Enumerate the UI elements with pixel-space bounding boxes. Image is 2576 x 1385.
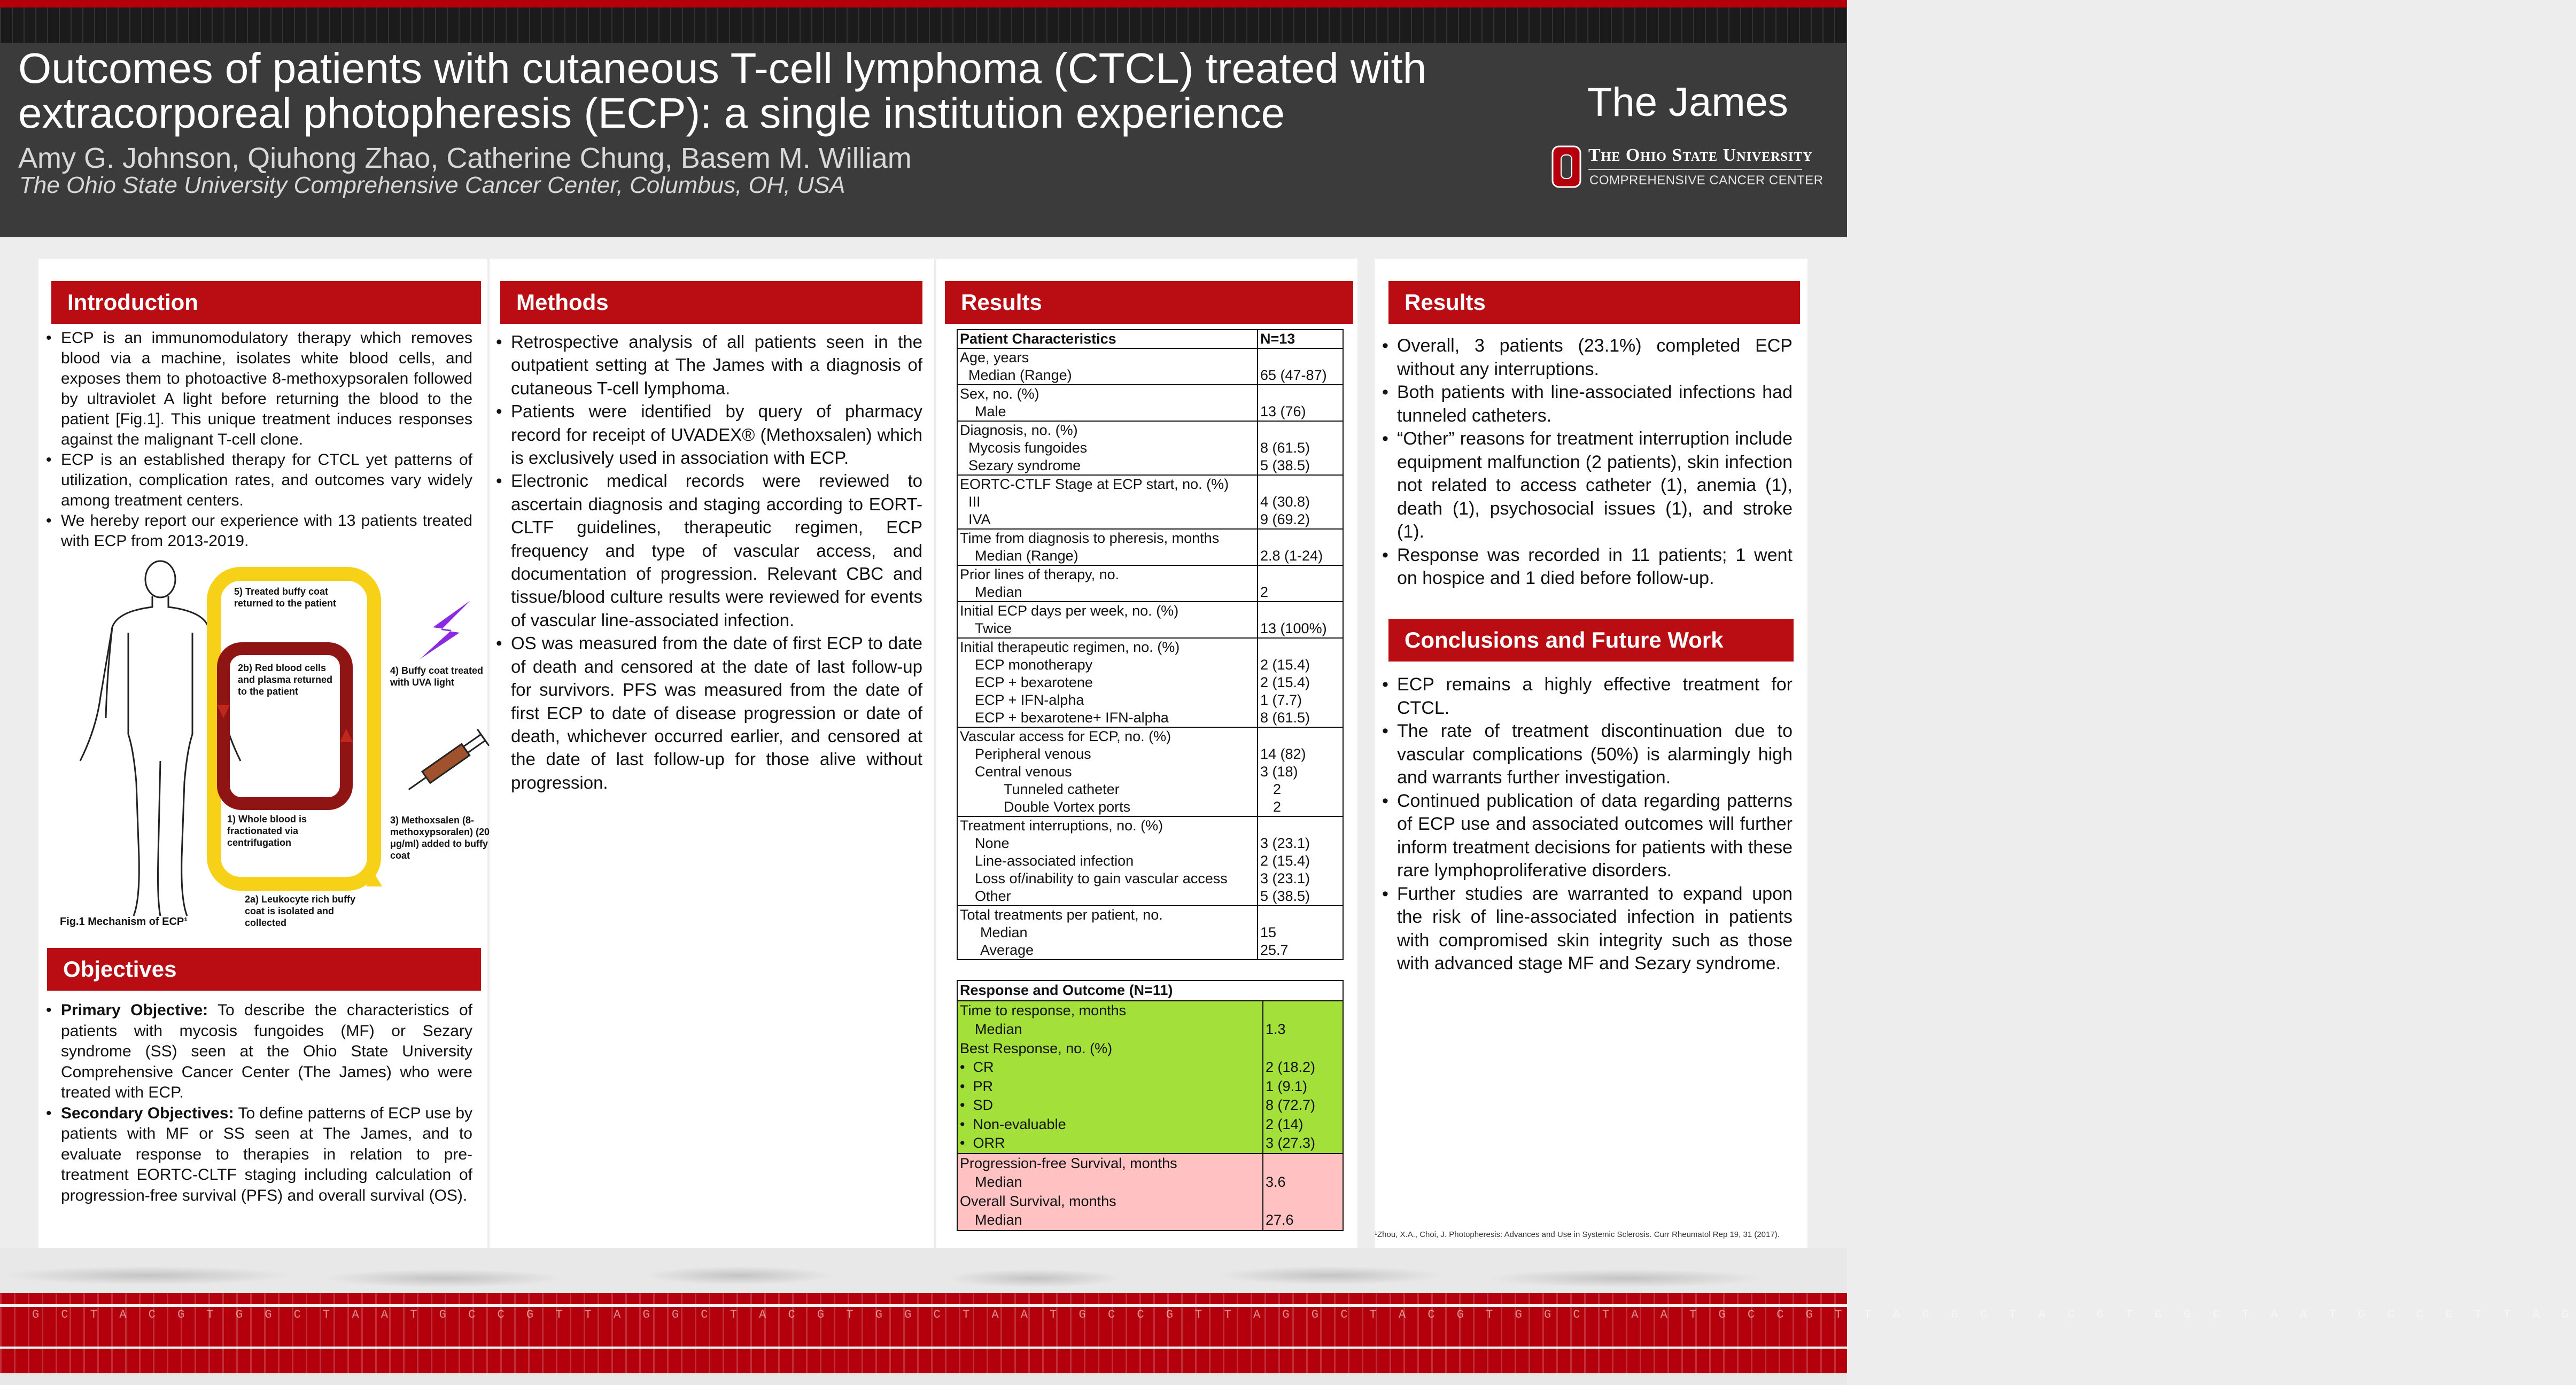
primary-objective-text: To describe the characteristics of patients with mycosis fungoides (MF) or Sezary syndrome (SS) seen at the Ohio State University Comprehensive Cancer Center (The James) who were treated with ECP.: [61, 1001, 472, 1101]
table-header: Patient Characteristics: [957, 330, 1258, 348]
row-sublabel: Tunneled catheter: [1004, 781, 1120, 797]
row-label: Initial ECP days per week, no. (%): [960, 603, 1179, 619]
row-value: 8 (61.5): [1260, 440, 1310, 456]
conclusions-heading: Conclusions and Future Work: [1388, 619, 1794, 662]
row-value: 3 (27.3): [1266, 1135, 1316, 1151]
column-1: [38, 259, 490, 1248]
table-row: [957, 529, 1343, 565]
list-item: • Electronic medical records were reviewed to ascertain diagnosis and staging according to EORT-CLTF guidelines, therapeutic regimen, ECP frequency and type of vascular access, and documentation of progression. Relevant CBC and tissue/blood culture results were reviewed for events of vascular line-associated infection.: [495, 469, 922, 632]
row-sublabel: Loss of/inability to gain vascular access: [975, 870, 1228, 886]
response-sd: SD: [973, 1097, 993, 1113]
list-item: • Response was recorded in 11 patients; 1 went on hospice and 1 died before follow-up.: [1381, 544, 1793, 590]
column-4: [1375, 259, 1807, 1248]
introduction-list: [45, 328, 472, 551]
list-item: • Both patients with line-associated infections had tunneled catheters.: [1381, 381, 1793, 427]
row-value: 2 (18.2): [1266, 1059, 1316, 1075]
table-row: [957, 385, 1343, 421]
authors: Amy G. Johnson, Qiuhong Zhao, Catherine Chung, Basem M. William: [18, 142, 912, 174]
footer-divider: [0, 1304, 1847, 1307]
row-sublabel: Median: [975, 584, 1022, 600]
row-sublabel: Median: [975, 1212, 1022, 1228]
patient-characteristics-table: [957, 329, 1344, 960]
list-item: • ECP is an established therapy for CTCL yet patterns of utilization, complication rates, and outcomes vary widely among treatment centers.: [45, 450, 472, 511]
list-item: • PR: [960, 1078, 993, 1094]
row-value: 5 (38.5): [1260, 888, 1310, 904]
secondary-objective-label: Secondary Objectives:: [61, 1104, 234, 1122]
row-value: 8 (72.7): [1266, 1097, 1316, 1113]
row-sublabel: Peripheral venous: [975, 746, 1091, 762]
row-value: 1 (7.7): [1260, 692, 1302, 708]
step-2a-label: 2a) Leukocyte rich buffy coat is isolated and collected: [245, 894, 356, 928]
row-value: 3 (18): [1260, 764, 1298, 780]
table-row: [957, 816, 1343, 906]
row-value: 1.3: [1266, 1021, 1286, 1037]
row-sublabel: ECP monotherapy: [975, 657, 1093, 673]
top-accent-strip: [0, 0, 1847, 7]
step-4-label: 4) Buffy coat treated with UVA light: [390, 665, 484, 688]
table-header-row: [957, 981, 1343, 1001]
row-value: 65 (47-87): [1260, 367, 1327, 383]
step-5-label: 5) Treated buffy coat returned to the patient: [234, 586, 337, 609]
conclusions-list: [1381, 673, 1793, 976]
row-value: 2 (15.4): [1260, 657, 1310, 673]
header-dna-band: [0, 7, 1847, 43]
row-value: 13 (100%): [1260, 620, 1327, 636]
poster-title: [18, 46, 1461, 136]
row-value: 25.7: [1260, 942, 1289, 958]
response-cr: CR: [973, 1059, 994, 1075]
response-orr: ORR: [973, 1135, 1005, 1151]
row-sublabel: Median (Range): [968, 367, 1072, 383]
row-value: 2 (15.4): [1260, 853, 1310, 869]
table-row: [957, 638, 1343, 727]
affiliation: The Ohio State University Comprehensive Cancer Center, Columbus, OH, USA: [19, 172, 845, 198]
row-sublabel: Median: [975, 1021, 1022, 1037]
row-value: 2: [1273, 781, 1282, 797]
list-item: • Overall, 3 patients (23.1%) completed ECP without any interruptions.: [1381, 334, 1793, 381]
row-label: Initial therapeutic regimen, no. (%): [960, 639, 1180, 655]
methods-list: [495, 330, 922, 794]
list-item: • Retrospective analysis of all patients seen in the outpatient setting at The James with a diagnosis of cutaneous T-cell lymphoma.: [495, 330, 922, 400]
row-label: Treatment interruptions, no. (%): [960, 818, 1163, 834]
table-row: [957, 565, 1343, 602]
row-value: 2 (14): [1266, 1116, 1303, 1132]
list-item: • Continued publication of data regarding patterns of ECP use and associated outcomes will further inform treatment decisions for patients with these rare lymphoproliferative disorders.: [1381, 790, 1793, 883]
column-3: [936, 259, 1357, 1248]
row-sublabel: Central venous: [975, 764, 1072, 780]
step-1-label: 1) Whole blood is fractionated via centrifugation: [227, 814, 307, 848]
row-sublabel: III: [968, 494, 981, 510]
row-label: Progression-free Survival, months: [960, 1155, 1177, 1171]
list-item: • CR: [960, 1059, 994, 1075]
osu-block-o-logo: [1551, 145, 1581, 188]
row-value: 2: [1260, 584, 1269, 600]
row-label: Time from diagnosis to pheresis, months: [960, 530, 1220, 546]
footer-dna-sequence: G C T A C G T G G C T A A T G C C G T T A G G C T A C G T G G C T A A T G C C G T T A G G C T A C G T G G C T A A T G C C G T T A G G C T A C G T G G C T A A T G C C G T T A G: [32, 1308, 2576, 1321]
response-pr: PR: [973, 1078, 993, 1094]
row-value: 3 (23.1): [1260, 835, 1310, 851]
footer-divider: [0, 1347, 1847, 1349]
reference-footnote: ¹Zhou, X.A., Choi, J. Photopheresis: Advances and Use in Systemic Sclerosis. Curr Rheumatol Rep 19, 31 (2017).: [1375, 1230, 1780, 1239]
table-row: [957, 1154, 1343, 1231]
list-item: • The rate of treatment discontinuation due to vascular complications (50%) is alarmingly high and warrants further investigation.: [1381, 720, 1793, 790]
row-value: 14 (82): [1260, 746, 1306, 762]
title-line-1: Outcomes of patients with cutaneous T-cell lymphoma (CTCL) treated with: [18, 44, 1427, 92]
row-label: EORTC-CTLF Stage at ECP start, no. (%): [960, 476, 1229, 492]
row-label: Overall Survival, months: [960, 1193, 1116, 1209]
row-label: Time to response, months: [960, 1002, 1127, 1018]
row-value: 27.6: [1266, 1212, 1294, 1228]
objectives-list: [45, 1000, 472, 1206]
row-label: Prior lines of therapy, no.: [960, 566, 1120, 582]
table-row: [957, 348, 1343, 385]
methods-heading: Methods: [500, 281, 922, 324]
table-header: N=13: [1258, 330, 1343, 348]
row-value: 9 (69.2): [1260, 511, 1310, 527]
row-value: 2 (15.4): [1260, 674, 1310, 690]
list-item: • ORR: [960, 1135, 1005, 1151]
row-sublabel: Line-associated infection: [975, 853, 1134, 869]
table-row: [957, 906, 1343, 960]
step-2b-label: 2b) Red blood cells and plasma returned to the patient: [238, 663, 333, 697]
row-sublabel: ECP + bexarotene: [975, 674, 1093, 690]
row-value: 15: [1260, 924, 1277, 940]
row-sublabel: Male: [975, 403, 1006, 419]
list-item: • “Other” reasons for treatment interruption include equipment malfunction (2 patients), skin infection not related to access catheter (1), anemia (1), death (1), psychosocial issues (1), and stroke (1).: [1381, 427, 1793, 544]
results-list: [1381, 334, 1793, 590]
row-value: 13 (76): [1260, 403, 1306, 419]
row-sublabel: Median (Range): [975, 548, 1078, 564]
results-heading: Results: [945, 281, 1353, 324]
row-sublabel: Median: [975, 1174, 1022, 1190]
table-row: [957, 727, 1343, 816]
response-ne: Non-evaluable: [973, 1116, 1066, 1132]
row-value: 2.8 (1-24): [1260, 548, 1323, 564]
list-item: • We hereby report our experience with 13 patients treated with ECP from 2013-2019.: [45, 511, 472, 551]
row-sublabel: Double Vortex ports: [1004, 799, 1131, 815]
row-value: 3.6: [1266, 1174, 1286, 1190]
uva-light-icon: [420, 601, 470, 659]
brand-name: The James: [1587, 80, 1788, 125]
row-label: Sex, no. (%): [960, 386, 1039, 402]
row-value: 3 (23.1): [1260, 870, 1310, 886]
list-item: • ECP remains a highly effective treatment for CTCL.: [1381, 673, 1793, 720]
introduction-heading: Introduction: [51, 281, 481, 324]
row-label: Vascular access for ECP, no. (%): [960, 728, 1171, 744]
table-header: Response and Outcome (N=11): [957, 981, 1343, 1001]
syringe-icon: [403, 729, 489, 798]
title-line-2: extracorporeal photopheresis (ECP): a single institution experience: [18, 89, 1285, 137]
row-label: Best Response, no. (%): [960, 1040, 1113, 1056]
primary-objective: [45, 1000, 472, 1103]
row-sublabel: ECP + IFN-alpha: [975, 692, 1084, 708]
row-sublabel: IVA: [968, 511, 991, 527]
table-row: [957, 421, 1343, 475]
column-2: [490, 259, 934, 1248]
row-value: 2: [1273, 799, 1282, 815]
row-sublabel: Median: [980, 924, 1028, 940]
secondary-objective-text: To define patterns of ECP use by patients with MF or SS seen at The James, and to evaluate response to therapies in relation to pre-treatment EORTC-CLTF staging including calculation of progression-free survival (PFS) and overall survival (OS).: [61, 1104, 473, 1204]
row-sublabel: ECP + bexarotene+ IFN-alpha: [975, 710, 1169, 726]
row-label: Age, years: [960, 349, 1029, 365]
logo-divider: [1588, 169, 1802, 170]
row-sublabel: None: [975, 835, 1010, 851]
objectives-heading: Objectives: [47, 948, 481, 991]
secondary-objective: [45, 1103, 472, 1207]
table-row: [957, 1001, 1343, 1154]
row-label: Diagnosis, no. (%): [960, 422, 1078, 438]
step-3-label: 3) Methoxsalen (8-methoxypsoralen) (20 μg/ml) added to buffy coat: [390, 815, 490, 861]
row-sublabel: Sezary syndrome: [968, 457, 1081, 473]
row-sublabel: Mycosis fungoides: [968, 440, 1088, 456]
row-value: 8 (61.5): [1260, 710, 1310, 726]
results-heading-2: Results: [1388, 281, 1800, 324]
list-item: • Further studies are warranted to expand upon the risk of line-associated infection in patients with compromised skin integrity such as those with advanced stage MF and Sezary syndrome.: [1381, 883, 1793, 976]
row-sublabel: Other: [975, 888, 1011, 904]
list-item: • SD: [960, 1097, 993, 1113]
row-value: 5 (38.5): [1260, 457, 1310, 473]
list-item: • OS was measured from the date of first ECP to date of death and censored at the date of last follow-up for survivors. PFS was measured from the date of first ECP to date of disease progression or date of death, whichever occurred earlier, and censored at the date of last follow-up for those alive without progression.: [495, 632, 922, 794]
row-sublabel: Twice: [975, 620, 1012, 636]
primary-objective-label: Primary Objective:: [61, 1001, 208, 1019]
row-value: 4 (30.8): [1260, 494, 1310, 510]
list-item: • Non-evaluable: [960, 1116, 1066, 1132]
response-outcome-table: [957, 980, 1344, 1231]
cancer-center-name: COMPREHENSIVE CANCER CENTER: [1589, 173, 1824, 188]
university-name: The Ohio State University: [1588, 145, 1813, 165]
table-row: [957, 475, 1343, 529]
list-item: • Patients were identified by query of pharmacy record for receipt of UVADEX® (Methoxsalen) which is exclusively used in association with ECP.: [495, 400, 922, 469]
row-sublabel: Average: [980, 942, 1034, 958]
row-value: 1 (9.1): [1266, 1078, 1308, 1094]
figure-caption: Fig.1 Mechanism of ECP¹: [60, 916, 188, 928]
list-item: • ECP is an immunomodulatory therapy which removes blood via a machine, isolates white blood cells, and exposes them to photoactive 8-methoxypsoralen followed by ultraviolet A light before returning the blood to the patient [Fig.1]. This unique treatment induces responses against the malignant T-cell clone.: [45, 328, 472, 450]
table-row: [957, 602, 1343, 638]
row-label: Total treatments per patient, no.: [960, 907, 1163, 923]
table-header-row: [957, 330, 1343, 348]
